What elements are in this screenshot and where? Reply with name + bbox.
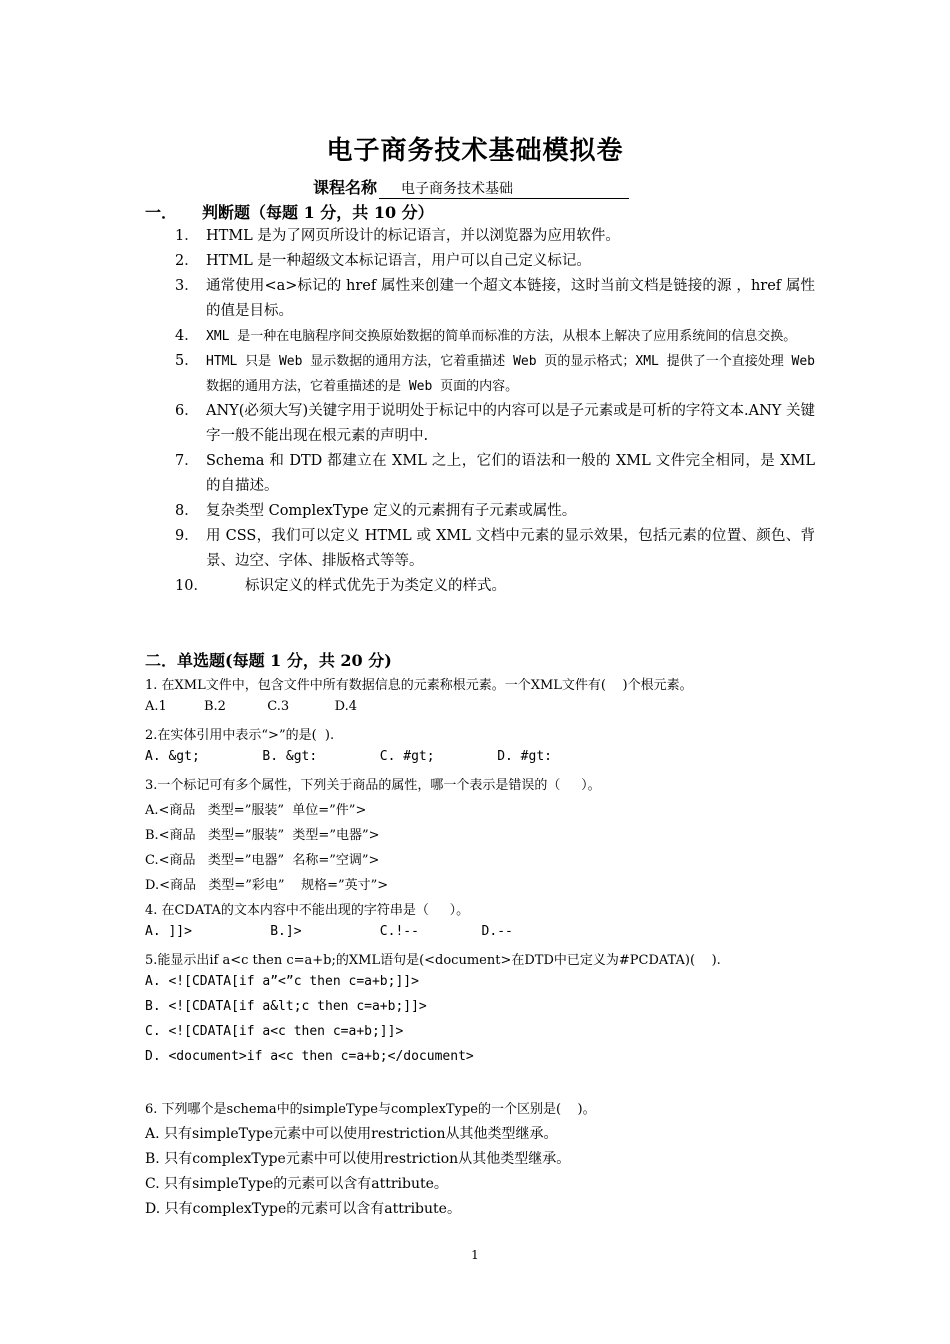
item-text: 标识定义的样式优先于为类定义的样式。 <box>245 578 506 594</box>
option-line: D. <document>if a<c then c=a+b;</document> <box>145 1049 474 1064</box>
list-item <box>175 399 815 449</box>
section1-number: 一． <box>145 203 178 222</box>
item-text: HTML 是为了网页所设计的标记语言，并以浏览器为应用软件。 <box>206 228 620 244</box>
course-name-row <box>313 175 629 199</box>
item-number: 5． <box>175 353 199 369</box>
section1-title: 判断题（每题 1 分，共 10 分） <box>202 203 434 222</box>
true-false-list <box>175 224 815 599</box>
item-number: 8． <box>175 503 199 519</box>
question-line: 1. 在XML文件中，包含文件中所有数据信息的元素称根元素。一个XML文件有( )个根元素。 <box>145 678 693 693</box>
item-text: 复杂类型 ComplexType 定义的元素拥有子元素或属性。 <box>206 503 577 519</box>
item-text: HTML 是一种超级文本标记语言，用户可以自己定义标记。 <box>206 253 591 269</box>
option-line: A. &gt; B. &gt: C. #gt; D. #gt: <box>145 749 552 764</box>
list-item <box>175 574 815 599</box>
item-number: 1． <box>175 228 199 244</box>
question-line: 3.一个标记可有多个属性，下列关于商品的属性，哪一个表示是错误的（ ）。 <box>145 778 601 793</box>
list-item <box>175 449 815 499</box>
option-line: A.<商品 类型=”服装” 单位=”件”> <box>145 803 367 818</box>
list-item <box>175 224 815 249</box>
option-line: A.1 B.2 C.3 D.4 <box>145 699 357 714</box>
item-number: 6． <box>175 403 199 419</box>
list-item <box>175 274 815 324</box>
option-line: D.<商品 类型=”彩电” 规格=”英寸”> <box>145 878 389 893</box>
item-number: 3． <box>175 278 199 294</box>
option-line: A. <![CDATA[if a”<”c then c=a+b;]]> <box>145 974 419 989</box>
question-line: 2.在实体引用中表示“>”的是( ). <box>145 728 335 743</box>
question-line: 4. 在CDATA的文本内容中不能出现的字符串是（ ）。 <box>145 903 470 918</box>
option-line: A. 只有simpleType元素中可以使用restriction从其他类型继承。 <box>145 1126 558 1142</box>
page-number: 1 <box>471 1248 479 1262</box>
list-item <box>175 324 815 349</box>
item-number: 9． <box>175 528 199 544</box>
item-number: 10． <box>175 578 208 594</box>
option-line: B.<商品 类型=”服装” 类型=”电器”> <box>145 828 380 843</box>
list-item <box>175 524 815 574</box>
item-number: 2． <box>175 253 199 269</box>
item-text: 用 CSS，我们可以定义 HTML 或 XML 文档中元素的显示效果，包括元素的位置、颜色、背景、边空、字体、排版格式等等。 <box>206 528 815 569</box>
item-text: Schema 和 DTD 都建立在 XML 之上，它们的语法和一般的 XML 文件完全相同，是 XML 的自描述。 <box>206 453 815 494</box>
question-line: 6. 下列哪个是schema中的simpleType与complexType的一个区别是( )。 <box>145 1102 596 1117</box>
item-text: ANY(必须大写)关键字用于说明处于标记中的内容可以是子元素或是可析的字符文本.ANY 关键字一般不能出现在根元素的声明中. <box>206 403 815 444</box>
list-item <box>175 249 815 274</box>
list-item <box>175 349 815 399</box>
course-name-label: 课程名称 <box>313 178 378 197</box>
item-text: 通常使用<a>标记的 href 属性来创建一个超文本链接，这时当前文档是链接的源 ，href 属性的值是目标。 <box>206 278 815 319</box>
item-text: HTML 只是 Web 显示数据的通用方法，它着重描述 Web 页的显示格式；XML 提供了一个直接处理 Web 数据的通用方法，它着重描述的是 Web 页面的内容。 <box>206 354 816 394</box>
option-line: C. 只有simpleType的元素可以含有attribute。 <box>145 1176 448 1192</box>
course-name-value: 电子商务技术基础 <box>379 178 629 199</box>
question-line: 5.能显示出if a<c then c=a+b;的XML语句是(<document>在DTD中已定义为#PCDATA)( ). <box>145 953 721 968</box>
option-line: B. 只有complexType元素中可以使用restriction从其他类型继承。 <box>145 1151 571 1167</box>
option-line: A. ]]> B.]> C.!-- D.-- <box>145 924 513 939</box>
item-number: 7． <box>175 453 199 469</box>
option-line: B. <![CDATA[if a&lt;c then c=a+b;]]> <box>145 999 427 1014</box>
option-line: D. 只有complexType的元素可以含有attribute。 <box>145 1201 461 1217</box>
item-text: XML 是一种在电脑程序间交换原始数据的简单而标准的方法，从根本上解决了应用系统间的信息交换。 <box>206 329 797 344</box>
page-title: 电子商务技术基础模拟卷 <box>326 136 624 166</box>
option-line: C.<商品 类型=”电器” 名称=”空调”> <box>145 853 380 868</box>
section1-heading <box>145 200 434 223</box>
item-number: 4． <box>175 328 199 344</box>
option-line: C. <![CDATA[if a<c then c=a+b;]]> <box>145 1024 404 1039</box>
list-item <box>175 499 815 524</box>
section2-heading: 二．单选题(每题 1 分，共 20 分) <box>145 651 392 670</box>
